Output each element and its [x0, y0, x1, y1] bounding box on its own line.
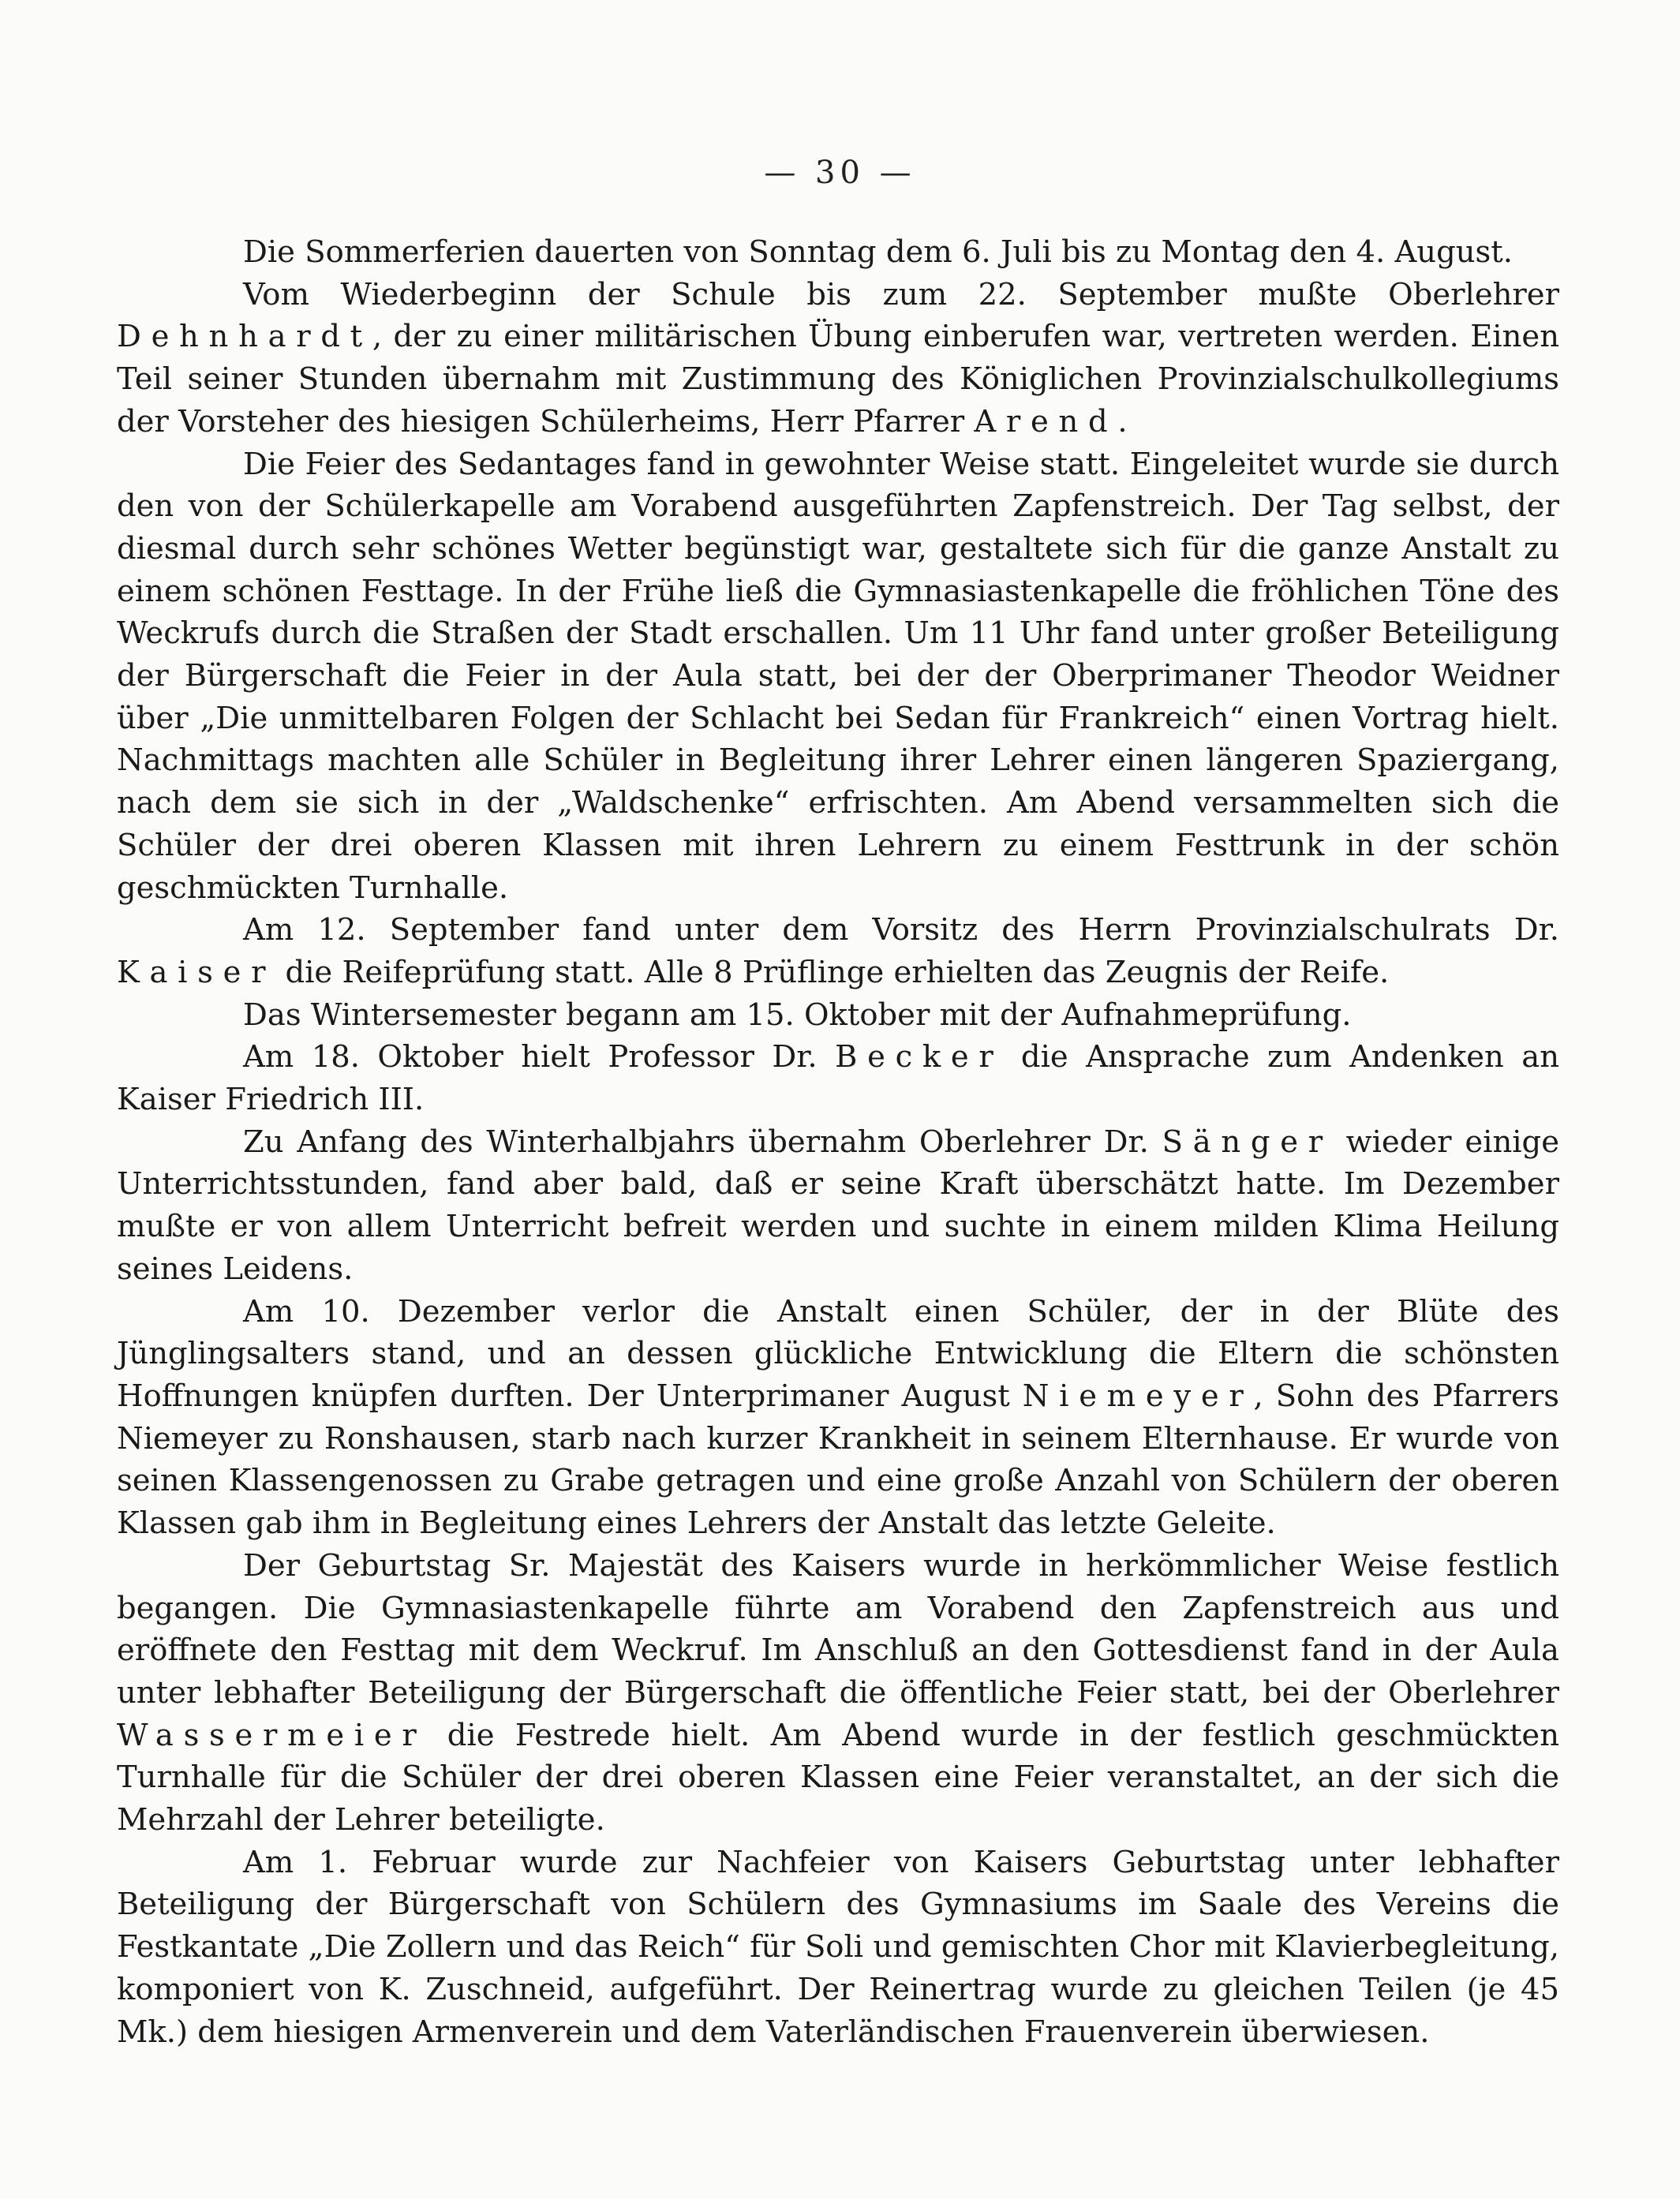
- page-number: — 30 —: [764, 155, 916, 191]
- spaced-name: Wassermeier: [117, 1717, 427, 1753]
- paragraph-p4: [117, 909, 1559, 993]
- paragraph-p6: [117, 1036, 1559, 1120]
- body-text: [117, 231, 1559, 2053]
- text-run: Am 12. September fand unter dem Vorsitz des Herrn Provinzialschulrats Dr.: [243, 912, 1559, 948]
- paragraph-p1: [117, 231, 1559, 274]
- paragraph-p5: [117, 994, 1559, 1037]
- spaced-name: Kaiser: [117, 954, 276, 990]
- paragraph-p7: [117, 1121, 1559, 1291]
- text-run: die Festrede hielt. Am Abend wurde in der festlich geschmückten Turnhalle für die Schüler der drei oberen Klassen eine Feier veranstaltet, an der sich die Mehrzahl der Lehrer beteiligte.: [117, 1717, 1559, 1838]
- text-run: Die Sommerferien dauerten von Sonntag dem 6. Juli bis zu Montag den 4. August.: [243, 234, 1513, 270]
- paragraph-p8: [117, 1291, 1559, 1545]
- paragraph-p9: [117, 1545, 1559, 1842]
- spaced-name: Dehnhardt: [117, 319, 372, 355]
- text-run: Am 18. Oktober hielt Professor Dr.: [243, 1039, 836, 1075]
- spaced-name: Becker: [835, 1039, 1004, 1075]
- paragraph-p10: [117, 1842, 1559, 2054]
- text-run: Am 10. Dezember verlor die Anstalt einen Schüler, der in der Blüte des Jünglingsalters stand, und an dessen glückliche Entwicklung die Eltern die schönsten Hoffnungen knüpfen durften. Der Unterprimaner August: [117, 1293, 1559, 1414]
- text-run: die Reifeprüfung statt. Alle 8 Prüflinge erhielten das Zeugnis der Reife.: [275, 954, 1390, 990]
- text-run: , der zu einer militärischen Übung einberufen war, vertreten werden. Einen Teil seiner Stunden übernahm mit Zustimmung des Königlichen Provinzialschulkollegiums der Vorsteher des hiesigen Schülerheims, Herr Pfarrer: [117, 319, 1559, 439]
- spaced-name: Niemeyer: [1022, 1378, 1254, 1414]
- text-run: , Sohn des Pfarrers Niemeyer zu Ronshausen, starb nach kurzer Krankheit in seinem Elternhause. Er wurde von seinen Klassengenossen zu Grabe getragen und eine große Anzahl von Schülern der oberen Klassen gab ihm in Begleitung eines Lehrers der Anstalt das letzte Geleite.: [117, 1378, 1559, 1542]
- text-run: Am 1. Februar wurde zur Nachfeier von Kaisers Geburtstag unter lebhafter Beteiligung der Bürgerschaft von Schülern des Gymnasiums im Saale des Vereins die Festkantate „Die Zollern und das Reich“ für Soli und gemischten Chor mit Klavierbegleitung, komponiert von K. Zuschneid, aufgeführt. Der Reinertrag wurde zu gleichen Teilen (je 45 Mk.) dem hiesigen Armenverein und dem Vaterländischen Frauenverein überwiesen.: [117, 1844, 1559, 2050]
- text-run: .: [1117, 403, 1128, 439]
- paragraph-p2: [117, 274, 1559, 443]
- spaced-name: Sänger: [1162, 1124, 1333, 1160]
- text-run: wieder einige Unterrichtsstunden, fand aber bald, daß er seine Kraft überschätzt hatte. Im Dezember mußte er von allem Unterricht befreit werden und suchte in einem milden Klima Heilung seines Leidens.: [117, 1124, 1559, 1287]
- text-run: Vom Wiederbeginn der Schule bis zum 22. September mußte Oberlehrer: [243, 276, 1559, 312]
- text-run: Der Geburtstag Sr. Majestät des Kaisers wurde in herkömmlicher Weise festlich begangen. Die Gymnasiastenkapelle führte am Vorabend den Zapfenstreich aus und eröffnete den Festtag mit dem Weckruf. Im Anschluß an den Gottesdienst fand in der Aula unter lebhafter Beteiligung der Bürgerschaft die öffentliche Feier statt, bei der Oberlehrer: [117, 1547, 1559, 1711]
- text-run: Die Feier des Sedantages fand in gewohnter Weise statt. Eingeleitet wurde sie durch den von der Schülerkapelle am Vorabend ausgeführten Zapfenstreich. Der Tag selbst, der diesmal durch sehr schönes Wetter begünstigt war, gestaltete sich für die ganze Anstalt zu einem schönen Festtage. In der Frühe ließ die Gymnasiastenkapelle die fröhlichen Töne des Weckrufs durch die Straßen der Stadt erschallen. Um 11 Uhr fand unter großer Beteiligung der Bürgerschaft die Feier in der Aula statt, bei der der Oberprimaner Theodor Weidner über „Die unmittelbaren Folgen der Schlacht bei Sedan für Frankreich“ einen Vortrag hielt. Nachmittags machten alle Schüler in Begleitung ihrer Lehrer einen längeren Spaziergang, nach dem sie sich in der „Waldschenke“ erfrischten. Am Abend versammelten sich die Schüler der drei oberen Klassen mit ihren Lehrern zu einem Festtrunk in der schön geschmückten Turnhalle.: [117, 446, 1559, 906]
- paragraph-p3: [117, 443, 1559, 910]
- text-run: die Ansprache zum Andenken an Kaiser Friedrich III.: [117, 1039, 1559, 1118]
- spaced-name: Arend: [974, 403, 1118, 439]
- text-run: Zu Anfang des Winterhalbjahrs übernahm Oberlehrer Dr.: [243, 1124, 1162, 1160]
- text-run: Das Wintersemester begann am 15. Oktober mit der Aufnahmeprüfung.: [243, 997, 1352, 1033]
